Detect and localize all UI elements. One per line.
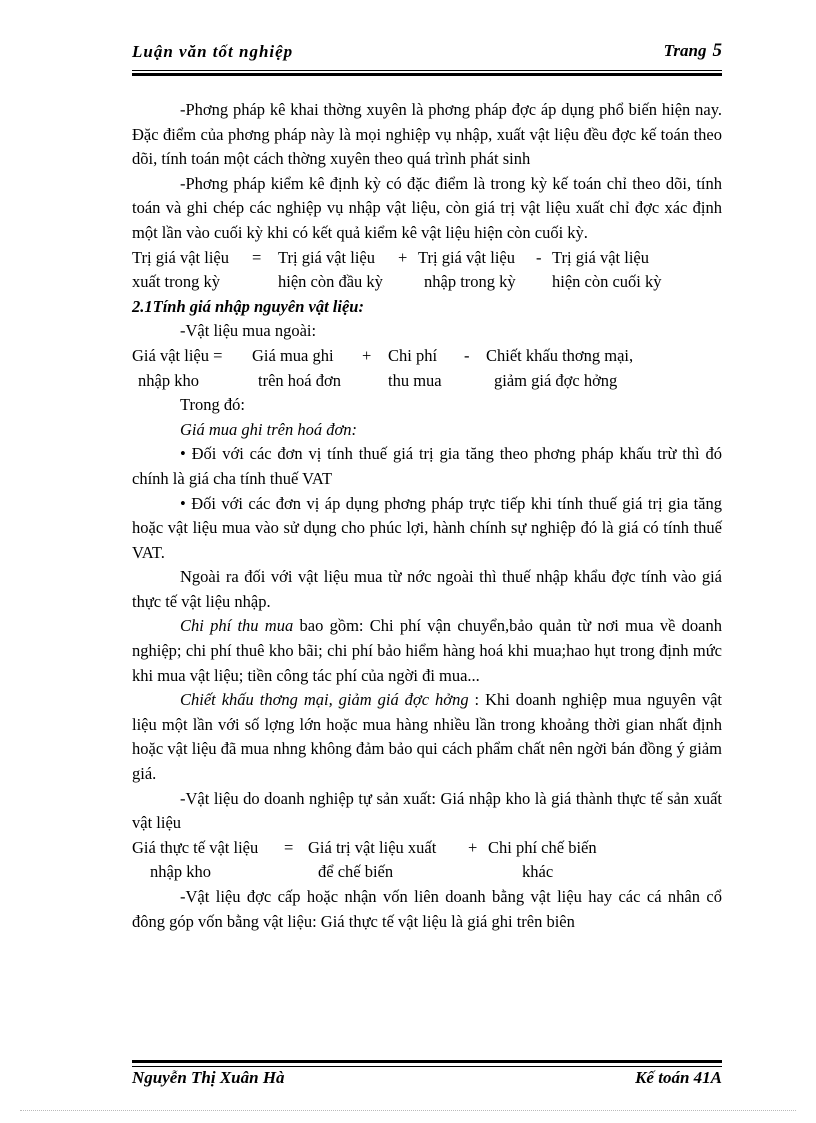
formula-3-row-1 (132, 836, 722, 861)
formula-operator: = (252, 247, 262, 267)
paragraph-1: -Phơng pháp kê khai thờng xuyên là phơng pháp đợc áp dụng phổ biến hiện nay. Đặc điểm của phơng pháp này là mọi nghiệp vụ nhập, xuất vật liệu đều đợc kế toán theo dõi, tính toán một cách thờng xuyên theo quá trình phát sinh (132, 100, 722, 169)
formula-1-row-1 (132, 246, 722, 271)
formula-term: Giá mua ghi (252, 345, 334, 365)
formula-term: thu mua (388, 370, 442, 390)
page-bottom-divider (20, 1110, 796, 1111)
formula-term: Trị giá vật liệu (418, 247, 516, 267)
paragraph-4: Trong đó: (180, 395, 245, 415)
formula-term: nhập trong kỳ (424, 272, 516, 292)
paragraph-10 (132, 688, 722, 786)
header-rule-thin (132, 70, 722, 71)
formula-term: nhập kho (150, 862, 211, 882)
footer-class: Kế toán 41A (635, 1068, 722, 1087)
formula-term: hiện còn cuối kỳ (552, 272, 662, 292)
paragraph-9-rest: bao gồm: Chi phí vận chuyển,bảo quản từ nơi mua về doanh nghiệp; chi phí thuê kho bãi; chi phí bảo hiểm hàng hoá khi mua;hao hụt trong định mức khi mua vật liệu; tiền công tác phí của ngời đi mua... (132, 616, 722, 685)
header-title: Luận văn tốt nghiệp (132, 42, 294, 61)
formula-term: Chi phí (388, 345, 438, 365)
section-heading: 2.1Tính giá nhập nguyên vật liệu: (132, 296, 364, 316)
formula-term: hiện còn đầu kỳ (278, 272, 383, 292)
formula-term: Giá vật liệu = (132, 345, 223, 365)
formula-1-row-2 (132, 270, 722, 295)
formula-term: trên hoá đơn (258, 370, 341, 390)
paragraph-7: • Đối với các đơn vị áp dụng phơng pháp trực tiếp khi tính thuế giá trị gia tăng hoặc vật liệu mua vào sử dụng cho phúc lợi, hành chính sự nghiệp đó là giá có tính thuế VAT. (132, 493, 722, 562)
page-header (132, 40, 722, 66)
formula-term: giảm giá đợc hởng (494, 370, 618, 390)
formula-operator: = (284, 837, 294, 857)
header-rule-thick (132, 73, 722, 76)
paragraph-5: Giá mua ghi trên hoá đơn: (180, 419, 358, 439)
paragraph-10-rest: : Khi doanh nghiệp mua nguyên vật liệu một lần với số lợng lớn hoặc mua hàng nhiều lần trong khoảng thời gian nhất định hoặc vật liệu đã mua nhng không đảm bảo qui cách phẩm chất nên ngời bán đồng ý giảm giá. (132, 690, 722, 784)
page-body (132, 98, 722, 934)
formula-term: Chiết khấu thơng mại, (486, 345, 634, 365)
paragraph-12: -Vật liệu đợc cấp hoặc nhận vốn liên doanh bằng vật liệu hay các cá nhân cổ đông góp vốn bằng vật liệu: Giá thực tế vật liệu là giá ghi trên biên (132, 887, 722, 931)
footer-rule-thin (132, 1066, 722, 1067)
header-page-label (664, 40, 722, 62)
formula-2-row-2 (132, 369, 722, 394)
footer-rule-thick (132, 1060, 722, 1063)
formula-3-row-2 (132, 860, 722, 885)
footer-author: Nguyễn Thị Xuân Hà (132, 1068, 285, 1087)
formula-term: Giá trị vật liệu xuất (308, 837, 437, 857)
paragraph-11: -Vật liệu do doanh nghiệp tự sản xuất: Giá nhập kho là giá thành thực tế sản xuất vật liệu (132, 788, 722, 833)
formula-term: xuất trong kỳ (132, 272, 220, 292)
paragraph-2: -Phơng pháp kiểm kê định kỳ có đặc điểm là trong kỳ kế toán chỉ theo dõi, tính toán và ghi chép các nghiệp vụ nhập vật liệu, còn giá trị vật liệu xuất chỉ đợc xác định một lần vào cuối kỳ khi có kết quả kiểm kê vật liệu hiện còn cuối kỳ. (132, 173, 722, 242)
header-page-number: 5 (712, 40, 722, 61)
formula-term: để chế biến (318, 862, 394, 882)
paragraph-6: • Đối với các đơn vị tính thuế giá trị gia tăng theo phơng pháp khấu trừ thì đó chính là giá cha tính thuế VAT (132, 444, 722, 488)
formula-operator: - (536, 247, 542, 267)
formula-term: Giá thực tế vật liệu (132, 837, 259, 857)
header-page-word: Trang (663, 41, 707, 60)
formula-term: nhập kho (138, 370, 199, 390)
paragraph-8: Ngoài ra đối với vật liệu mua từ nớc ngoài thì thuế nhập khẩu đợc tính vào giá thực tế vật liệu nhập. (132, 567, 722, 611)
formula-term: Trị giá vật liệu (278, 247, 376, 267)
paragraph-3: -Vật liệu mua ngoài: (180, 321, 317, 341)
paragraph-10-lead: Chiết khấu thơng mại, giảm giá đợc hởng (180, 690, 469, 710)
formula-term: Trị giá vật liệu (132, 247, 230, 267)
paragraph-9-lead: Chi phí thu mua (180, 616, 294, 636)
formula-operator: + (398, 247, 408, 267)
formula-operator: + (468, 837, 478, 857)
formula-term: khác (522, 862, 554, 882)
formula-operator: - (464, 345, 470, 365)
formula-operator: + (362, 345, 372, 365)
formula-2-row-1 (132, 344, 722, 369)
paragraph-9 (132, 614, 722, 688)
formula-term: Chi phí chế biến (488, 837, 597, 857)
formula-term: Trị giá vật liệu (552, 247, 650, 267)
